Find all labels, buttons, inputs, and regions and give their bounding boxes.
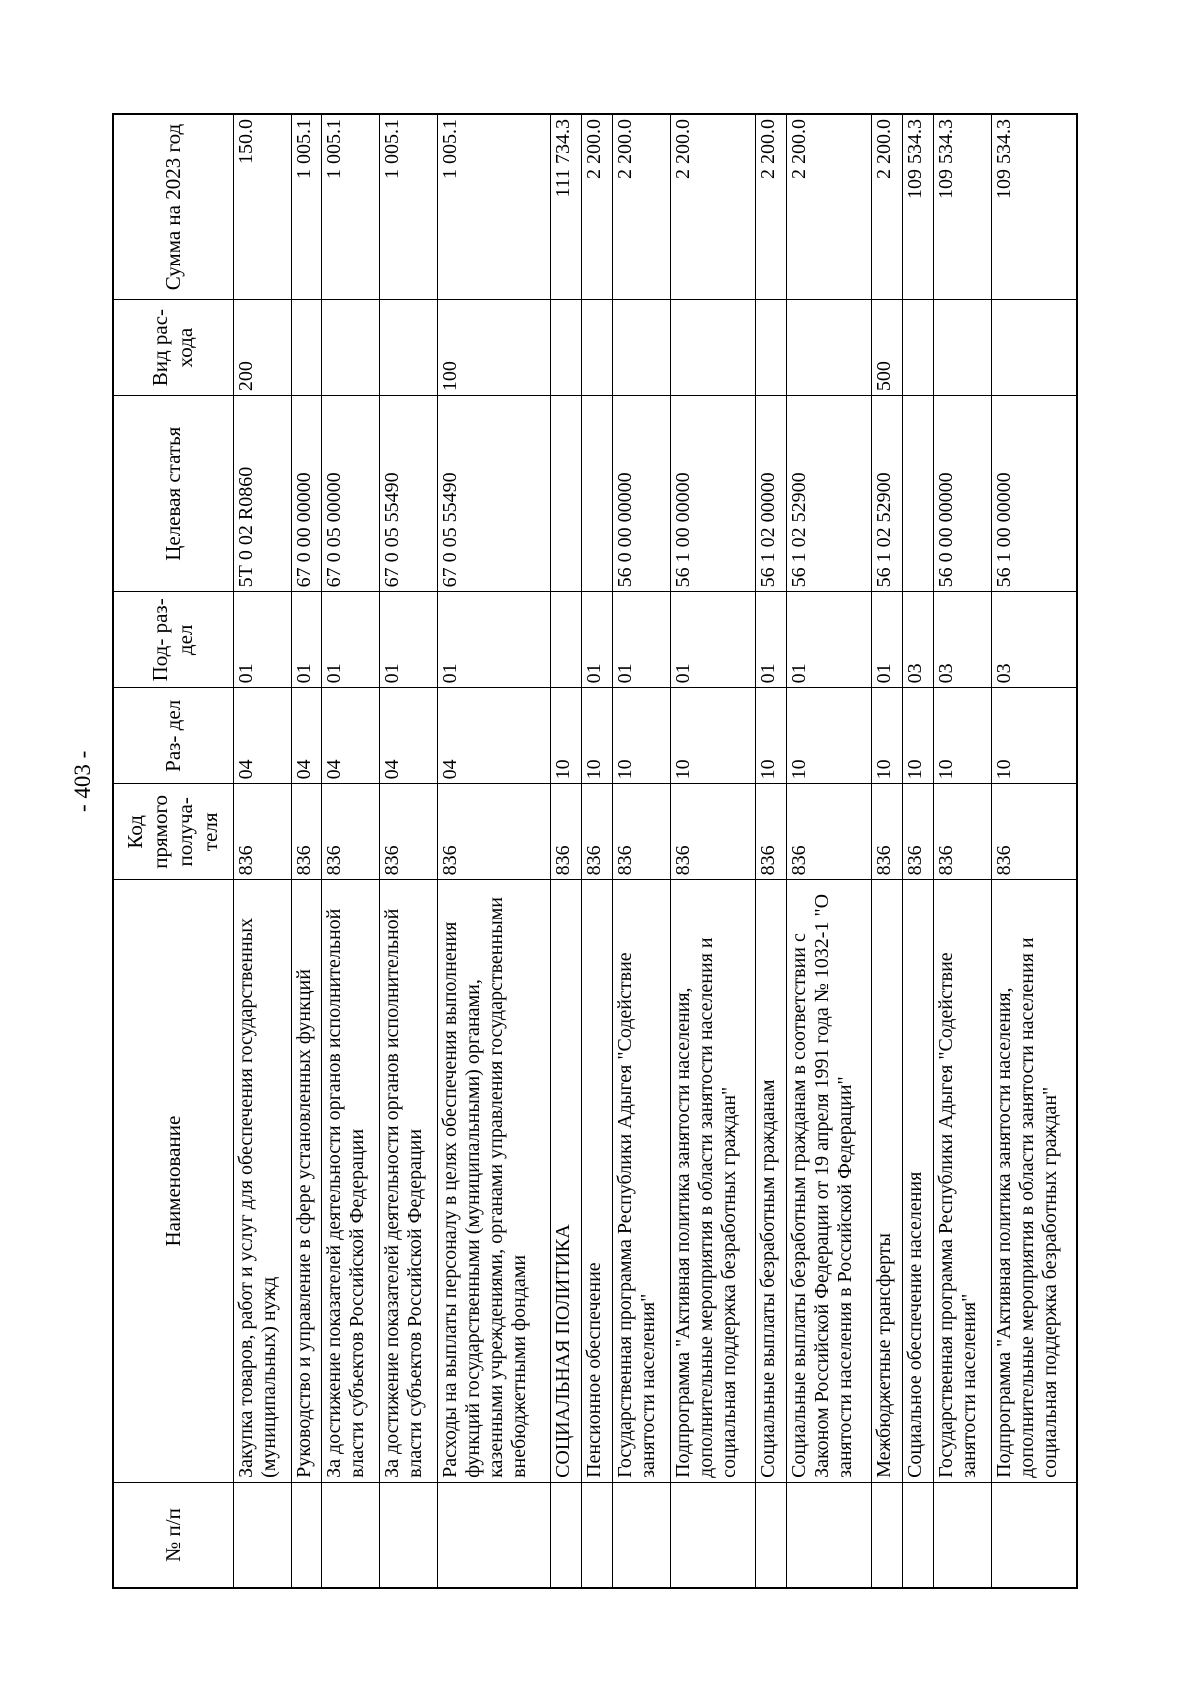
row-target: 67 0 00 00000 (291, 396, 322, 592)
row-num (933, 1482, 991, 1588)
row-amount: 1 005.1 (322, 114, 380, 300)
row-recipient: 836 (871, 784, 902, 880)
row-recipient: 836 (380, 784, 438, 880)
row-subsection (550, 592, 581, 688)
row-expense (380, 300, 438, 396)
header-section: Раз- дел (113, 688, 233, 784)
row-target: 67 0 05 55490 (380, 396, 438, 592)
row-name: Подпрограмма "Активная политика занятости населения, дополнительные мероприятия в области занятости населения и социальная поддержка безработных граждан" (670, 880, 755, 1483)
row-section: 10 (755, 688, 786, 784)
table-header-row (113, 114, 233, 1588)
table-row (755, 114, 786, 1588)
row-subsection: 01 (380, 592, 438, 688)
row-section: 10 (902, 688, 933, 784)
row-section: 10 (550, 688, 581, 784)
table-row (581, 114, 612, 1588)
row-amount: 2 200.0 (755, 114, 786, 300)
row-name: Расходы на выплаты персоналу в целях обеспечения выполнения функций государственными (муниципальными) органами, казенными учреждениями, органами управления государственными внебюджетными фондами (438, 880, 551, 1483)
row-expense (933, 300, 991, 396)
row-recipient: 836 (233, 784, 291, 880)
row-section: 10 (581, 688, 612, 784)
row-num (871, 1482, 902, 1588)
row-name: Государственная программа Республики Адыгея "Содействие занятости населения" (933, 880, 991, 1483)
row-recipient: 836 (991, 784, 1077, 880)
table-row (902, 114, 933, 1588)
row-target: 56 1 02 00000 (755, 396, 786, 592)
header-num: № п/п (113, 1482, 233, 1588)
row-section: 04 (380, 688, 438, 784)
row-section: 10 (786, 688, 871, 784)
row-section: 10 (612, 688, 670, 784)
row-target: 67 0 05 00000 (322, 396, 380, 592)
row-target (550, 396, 581, 592)
row-target (581, 396, 612, 592)
table-row (612, 114, 670, 1588)
header-target-article: Целевая статья (113, 396, 233, 592)
row-recipient: 836 (902, 784, 933, 880)
row-name: Руководство и управление в сфере установленных функций (291, 880, 322, 1483)
row-subsection: 01 (612, 592, 670, 688)
row-recipient: 836 (755, 784, 786, 880)
header-amount: Сумма на 2023 год (113, 114, 233, 300)
row-amount: 150.0 (233, 114, 291, 300)
row-amount: 2 200.0 (581, 114, 612, 300)
row-expense (902, 300, 933, 396)
row-subsection: 01 (438, 592, 551, 688)
row-section: 10 (991, 688, 1077, 784)
row-num (380, 1482, 438, 1588)
row-section: 04 (322, 688, 380, 784)
row-num (786, 1482, 871, 1588)
row-amount: 1 005.1 (438, 114, 551, 300)
row-amount: 2 200.0 (670, 114, 755, 300)
row-expense (612, 300, 670, 396)
row-expense: 200 (233, 300, 291, 396)
table-row (233, 114, 291, 1588)
row-num (755, 1482, 786, 1588)
row-recipient: 836 (581, 784, 612, 880)
row-name: За достижение показателей деятельности органов исполнительной власти субъектов Российской Федерации (322, 880, 380, 1483)
row-recipient: 836 (933, 784, 991, 880)
row-recipient: 836 (612, 784, 670, 880)
row-subsection: 01 (670, 592, 755, 688)
row-name: Закупка товаров, работ и услуг для обеспечения государственных (муниципальных) нужд (233, 880, 291, 1483)
row-expense (786, 300, 871, 396)
row-num (612, 1482, 670, 1588)
row-amount: 109 534.3 (933, 114, 991, 300)
table-row (871, 114, 902, 1588)
row-target: 56 1 02 52900 (786, 396, 871, 592)
table-row (550, 114, 581, 1588)
row-amount: 2 200.0 (612, 114, 670, 300)
row-recipient: 836 (550, 784, 581, 880)
row-recipient: 836 (322, 784, 380, 880)
table-row (291, 114, 322, 1588)
row-num (233, 1482, 291, 1588)
row-amount: 109 534.3 (902, 114, 933, 300)
row-subsection: 03 (991, 592, 1077, 688)
row-subsection: 01 (322, 592, 380, 688)
row-name: Пенсионное обеспечение (581, 880, 612, 1483)
row-expense (670, 300, 755, 396)
row-subsection: 03 (933, 592, 991, 688)
row-target: 56 0 00 00000 (612, 396, 670, 592)
row-subsection: 01 (233, 592, 291, 688)
row-recipient: 836 (670, 784, 755, 880)
row-num (991, 1482, 1077, 1588)
row-target: 5Т 0 02 R0860 (233, 396, 291, 592)
row-expense (755, 300, 786, 396)
table-row (991, 114, 1077, 1588)
budget-table-container (112, 113, 1078, 1589)
row-expense: 100 (438, 300, 551, 396)
row-name: Межбюджетные трансферты (871, 880, 902, 1483)
row-expense (991, 300, 1077, 396)
row-num (670, 1482, 755, 1588)
row-subsection: 01 (291, 592, 322, 688)
row-subsection: 01 (755, 592, 786, 688)
row-amount: 109 534.3 (991, 114, 1077, 300)
row-section: 10 (871, 688, 902, 784)
row-section: 10 (933, 688, 991, 784)
row-amount: 1 005.1 (291, 114, 322, 300)
row-name: Социальные выплаты безработным гражданам (755, 880, 786, 1483)
row-target (902, 396, 933, 592)
table-row (438, 114, 551, 1588)
row-recipient: 836 (438, 784, 551, 880)
row-expense (322, 300, 380, 396)
row-target: 67 0 05 55490 (438, 396, 551, 592)
header-subsection: Под- раз- дел (113, 592, 233, 688)
row-amount: 2 200.0 (871, 114, 902, 300)
row-expense (550, 300, 581, 396)
row-target: 56 1 00 00000 (991, 396, 1077, 592)
row-expense: 500 (871, 300, 902, 396)
row-subsection: 01 (581, 592, 612, 688)
row-target: 56 1 02 52900 (871, 396, 902, 592)
row-section: 04 (438, 688, 551, 784)
table-row (670, 114, 755, 1588)
row-recipient: 836 (786, 784, 871, 880)
row-num (322, 1482, 380, 1588)
row-section: 10 (670, 688, 755, 784)
row-name: СОЦИАЛЬНАЯ ПОЛИТИКА (550, 880, 581, 1483)
row-recipient: 836 (291, 784, 322, 880)
row-subsection: 01 (871, 592, 902, 688)
row-target: 56 1 00 00000 (670, 396, 755, 592)
row-target: 56 0 00 00000 (933, 396, 991, 592)
row-name: Социальное обеспечение населения (902, 880, 933, 1483)
table-row (322, 114, 380, 1588)
row-name: За достижение показателей деятельности органов исполнительной власти субъектов Российской Федерации (380, 880, 438, 1483)
row-amount: 111 734.3 (550, 114, 581, 300)
table-row (933, 114, 991, 1588)
row-expense (291, 300, 322, 396)
header-name: Наименование (113, 880, 233, 1483)
row-name: Государственная программа Республики Адыгея "Содействие занятости населения" (612, 880, 670, 1483)
row-num (291, 1482, 322, 1588)
row-name: Социальные выплаты безработным гражданам в соответствии с Законом Российской Федерации от 19 апреля 1991 года № 1032-1 "О занятости населения в Российской Федерации" (786, 880, 871, 1483)
row-name: Подпрограмма "Активная политика занятости населения, дополнительные мероприятия в области занятости населения и социальная поддержка безработных граждан" (991, 880, 1077, 1483)
page-number: - 403 - (70, 750, 95, 812)
row-subsection: 01 (786, 592, 871, 688)
row-amount: 2 200.0 (786, 114, 871, 300)
table-row (786, 114, 871, 1588)
row-num (902, 1482, 933, 1588)
header-recipient-code: Код прямого получа- теля (113, 784, 233, 880)
row-num (438, 1482, 551, 1588)
budget-table (112, 113, 1078, 1589)
row-num (581, 1482, 612, 1588)
row-section: 04 (233, 688, 291, 784)
row-section: 04 (291, 688, 322, 784)
header-expense-type: Вид рас- хода (113, 300, 233, 396)
table-row (380, 114, 438, 1588)
row-subsection: 03 (902, 592, 933, 688)
row-amount: 1 005.1 (380, 114, 438, 300)
row-expense (581, 300, 612, 396)
row-num (550, 1482, 581, 1588)
